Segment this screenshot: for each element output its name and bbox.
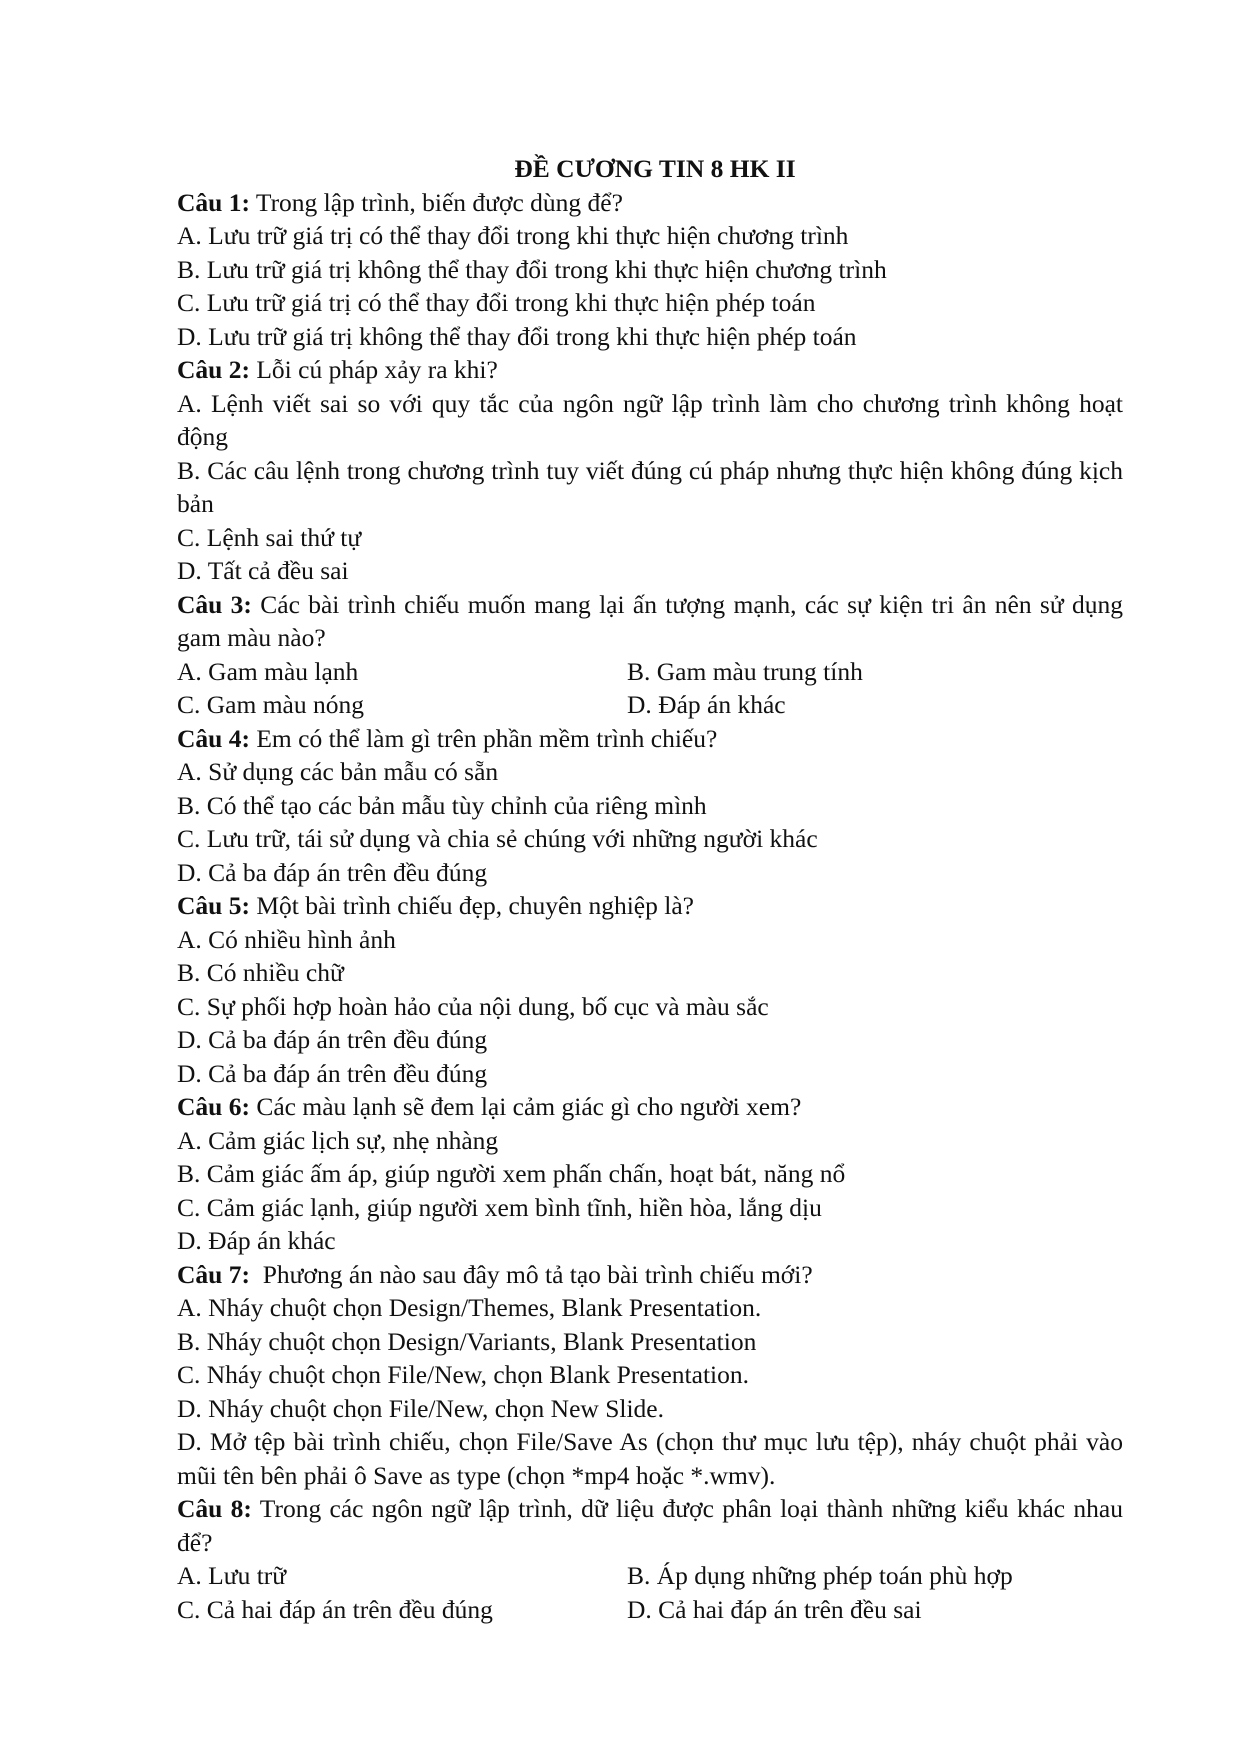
question-block-7 — [177, 1258, 1123, 1493]
answer-option: D. Đáp án khác — [177, 1226, 336, 1255]
answer-option: D. Cả ba đáp án trên đều đúng — [177, 1025, 488, 1054]
answer-option: A. Lưu trữ — [177, 1561, 287, 1590]
question-block-3 — [177, 588, 1123, 722]
answer-option: B. Gam màu trung tính — [627, 656, 863, 686]
answer-option: A. Cảm giác lịch sự, nhẹ nhàng — [177, 1125, 499, 1155]
question-6 — [177, 1090, 1123, 1124]
question-text: Các bài trình chiếu muốn mang lại ấn tượng mạnh, các sự kiện tri ân nên sử dụng gam màu nào? — [177, 589, 1123, 652]
question-label: Câu 7: — [177, 1259, 250, 1289]
answer-option: D. Lưu trữ giá trị không thể thay đổi trong khi thực hiện phép toán — [177, 321, 857, 351]
answer-option: A. Gam màu lạnh — [177, 656, 359, 686]
answer-option: D. Tất cả đều sai — [177, 556, 349, 585]
answer-option: D. Mở tệp bài trình chiếu, chọn File/Save As (chọn thư mục lưu tệp), nháy chuột phải vào mũi tên bên phải ô Save as type (chọn *mp4 hoặc *.wmv). — [177, 1427, 1123, 1490]
answer-option: A. Có nhiều hình ảnh — [177, 924, 396, 954]
answer-option: A. Lưu trữ giá trị có thể thay đổi trong khi thực hiện chương trình — [177, 221, 849, 250]
question-text: Các màu lạnh sẽ đem lại cảm giác gì cho người xem? — [249, 1092, 802, 1121]
question-label: Câu 2: — [177, 355, 250, 384]
question-1 — [177, 186, 1123, 220]
question-block-4 — [177, 722, 1123, 890]
question-label: Câu 6: — [177, 1092, 250, 1121]
answer-option: C. Lệnh sai thứ tự — [177, 522, 362, 552]
question-7 — [177, 1258, 1123, 1292]
document-content — [177, 152, 1123, 1626]
answer-option: D. Đáp án khác — [627, 690, 786, 719]
question-label: Câu 8: — [177, 1494, 252, 1523]
answer-option: C. Sự phối hợp hoàn hảo của nội dung, bố cục và màu sắc — [177, 991, 769, 1021]
question-block-8 — [177, 1492, 1123, 1626]
answer-option: D. Cả ba đáp án trên đều đúng — [177, 857, 488, 887]
question-text: Trong lập trình, biến được dùng để? — [249, 187, 623, 217]
answer-option: B. Áp dụng những phép toán phù hợp — [627, 1561, 1013, 1590]
answer-option: C. Nháy chuột chọn File/New, chọn Blank Presentation. — [177, 1360, 749, 1389]
answer-option: C. Lưu trữ giá trị có thể thay đổi trong khi thực hiện phép toán — [177, 288, 816, 317]
question-text: Lỗi cú pháp xảy ra khi? — [249, 355, 498, 384]
question-block-2 — [177, 353, 1123, 588]
question-block-1 — [177, 186, 1123, 354]
question-text: Phương án nào sau đây mô tả tạo bài trình chiếu mới? — [249, 1259, 813, 1289]
document-title: ĐỀ CƯƠNG TIN 8 HK II — [514, 154, 796, 183]
question-label: Câu 1: — [177, 187, 250, 217]
answer-option: D. Nháy chuột chọn File/New, chọn New Slide. — [177, 1393, 665, 1423]
answer-option: B. Cảm giác ấm áp, giúp người xem phấn chấn, hoạt bát, năng nổ — [177, 1159, 846, 1188]
question-block-5 — [177, 889, 1123, 1090]
answer-option: C. Lưu trữ, tái sử dụng và chia sẻ chúng với những người khác — [177, 824, 818, 853]
question-4 — [177, 722, 1123, 756]
question-label: Câu 4: — [177, 723, 250, 753]
question-text: Trong các ngôn ngữ lập trình, dữ liệu được phân loại thành những kiểu khác nhau để? — [177, 1494, 1124, 1557]
question-5 — [177, 889, 1123, 923]
answer-options-grid — [177, 1559, 1123, 1626]
answer-option: B. Có nhiều chữ — [177, 958, 344, 987]
answer-options-grid — [177, 655, 1123, 722]
answer-option: A. Sử dụng các bản mẫu có sẵn — [177, 757, 499, 786]
question-2 — [177, 353, 1123, 387]
question-label: Câu 3: — [177, 589, 252, 619]
answer-option: D. Cả ba đáp án trên đều đúng — [177, 1058, 488, 1088]
question-3 — [177, 588, 1123, 655]
answer-option: B. Các câu lệnh trong chương trình tuy viết đúng cú pháp nhưng thực hiện không đúng kịch bản — [177, 455, 1123, 518]
question-label: Câu 5: — [177, 891, 250, 920]
answer-option: B. Có thể tạo các bản mẫu tùy chỉnh của riêng mình — [177, 790, 707, 820]
answer-option: A. Lệnh viết sai so với quy tắc của ngôn ngữ lập trình làm cho chương trình không hoạt động — [177, 388, 1123, 451]
answer-option: C. Cả hai đáp án trên đều đúng — [177, 1594, 493, 1624]
answer-option: C. Cảm giác lạnh, giúp người xem bình tĩnh, hiền hòa, lắng dịu — [177, 1192, 822, 1222]
question-block-6 — [177, 1090, 1123, 1258]
question-text: Một bài trình chiếu đẹp, chuyên nghiệp là? — [249, 891, 694, 920]
question-8 — [177, 1492, 1123, 1559]
answer-option: B. Nháy chuột chọn Design/Variants, Blank Presentation — [177, 1326, 757, 1356]
answer-option: B. Lưu trữ giá trị không thể thay đổi trong khi thực hiện chương trình — [177, 254, 887, 284]
answer-option: D. Cả hai đáp án trên đều sai — [627, 1594, 922, 1624]
question-text: Em có thể làm gì trên phần mềm trình chiếu? — [249, 723, 718, 753]
answer-option: A. Nháy chuột chọn Design/Themes, Blank Presentation. — [177, 1293, 762, 1322]
answer-option: C. Gam màu nóng — [177, 690, 364, 719]
